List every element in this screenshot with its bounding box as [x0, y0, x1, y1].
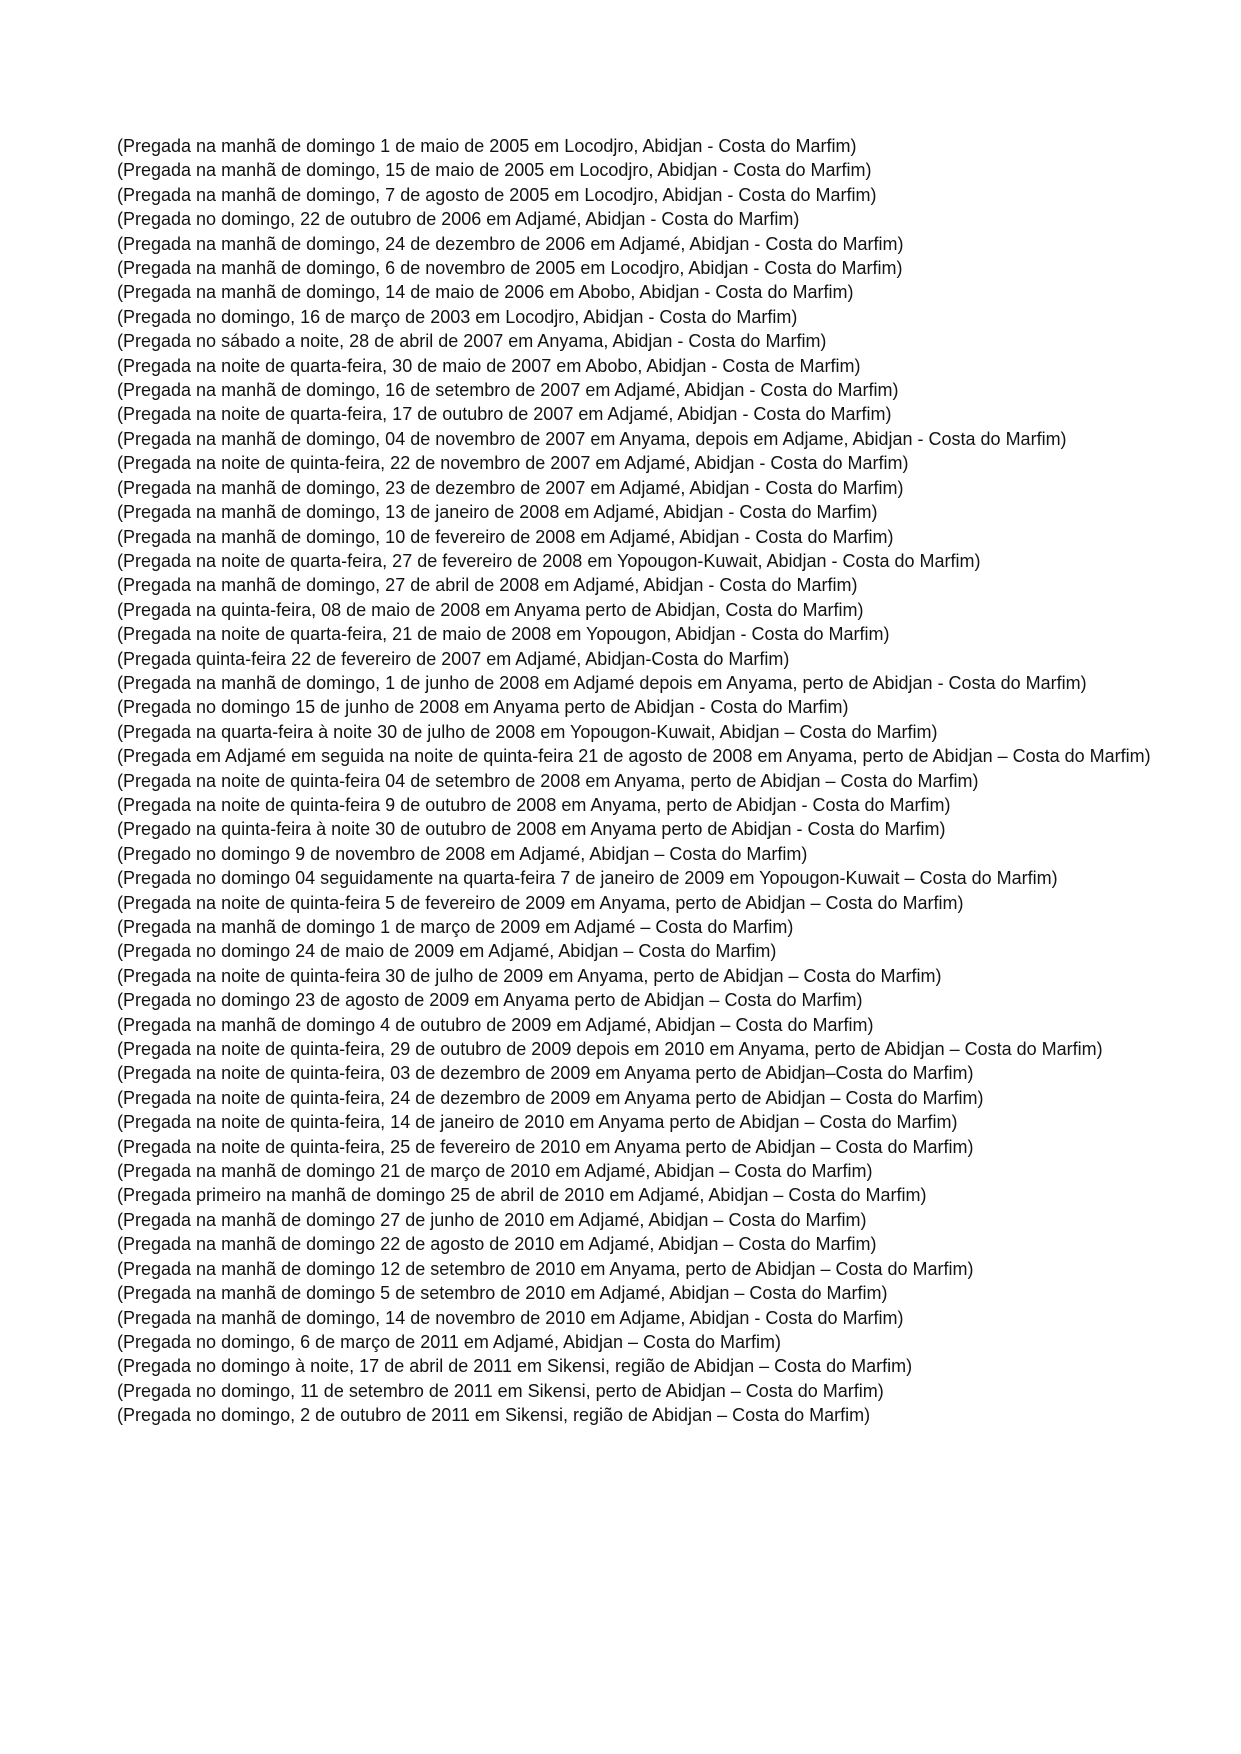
document-line: (Pregada na manhã de domingo 22 de agosto de 2010 em Adjamé, Abidjan – Costa do Marfim)	[117, 1234, 877, 1255]
document-line: (Pregada na noite de quinta-feira, 03 de dezembro de 2009 em Anyama perto de Abidjan–Costa do Marfim)	[117, 1063, 974, 1084]
document-line: (Pregada na noite de quarta-feira, 17 de outubro de 2007 em Adjamé, Abidjan - Costa do Marfim)	[117, 404, 892, 425]
document-line: (Pregada na noite de quinta-feira 04 de setembro de 2008 em Anyama, perto de Abidjan – Costa do Marfim)	[117, 770, 979, 791]
document-line: (Pregada na noite de quarta-feira, 21 de maio de 2008 em Yopougon, Abidjan - Costa do Marfim)	[117, 624, 890, 645]
document-line: (Pregada na manhã de domingo, 24 de dezembro de 2006 em Adjamé, Abidjan - Costa do Marfim)	[117, 233, 904, 254]
document-line: (Pregada na manhã de domingo, 1 de junho de 2008 em Adjamé depois em Anyama, perto de Abidjan - Costa do Marfim)	[117, 672, 1087, 693]
document-line: (Pregada na manhã de domingo, 15 de maio de 2005 em Locodjro, Abidjan - Costa do Marfim)	[117, 160, 872, 181]
document-line: (Pregada na manhã de domingo 1 de março de 2009 em Adjamé – Costa do Marfim)	[117, 917, 794, 937]
document-line: (Pregada no domingo, 11 de setembro de 2011 em Sikensi, perto de Abidjan – Costa do Marfim)	[117, 1380, 884, 1401]
document-line: (Pregada no domingo, 6 de março de 2011 em Adjamé, Abidjan – Costa do Marfim)	[117, 1331, 782, 1352]
document-line: (Pregada na manhã de domingo, 16 de setembro de 2007 em Adjamé, Abidjan - Costa do Marfim)	[117, 380, 899, 401]
document-line: (Pregada na manhã de domingo, 04 de novembro de 2007 em Anyama, depois em Adjame, Abidjan - Costa do Marfim)	[117, 428, 1067, 449]
document-line: (Pregada na manhã de domingo 1 de maio de 2005 em Locodjro, Abidjan - Costa do Marfim)	[117, 136, 857, 156]
document-line: (Pregada no domingo 24 de maio de 2009 em Adjamé, Abidjan – Costa do Marfim)	[117, 941, 777, 962]
document-line: (Pregada na manhã de domingo, 27 de abril de 2008 em Adjamé, Abidjan - Costa do Marfim)	[117, 575, 858, 596]
document-line: (Pregada na noite de quinta-feira 9 de outubro de 2008 em Anyama, perto de Abidjan - Costa do Marfim)	[117, 794, 951, 815]
document-line: (Pregada no sábado a noite, 28 de abril de 2007 em Anyama, Abidjan - Costa do Marfim)	[117, 331, 827, 352]
document-line: (Pregada na manhã de domingo 27 de junho de 2010 em Adjamé, Abidjan – Costa do Marfim)	[117, 1209, 867, 1230]
document-line: (Pregada na noite de quinta-feira, 14 de janeiro de 2010 em Anyama perto de Abidjan – Costa do Marfim)	[117, 1112, 958, 1133]
document-line: (Pregada na noite de quarta-feira, 27 de fevereiro de 2008 em Yopougon-Kuwait, Abidjan - Costa do Marfim)	[117, 550, 981, 571]
document-line: (Pregada na noite de quinta-feira, 22 de novembro de 2007 em Adjamé, Abidjan - Costa do Marfim)	[117, 453, 909, 474]
document-line: (Pregada na manhã de domingo 12 de setembro de 2010 em Anyama, perto de Abidjan – Costa do Marfim)	[117, 1258, 974, 1279]
document-line: (Pregada no domingo à noite, 17 de abril de 2011 em Sikensi, região de Abidjan – Costa do Marfim)	[117, 1356, 913, 1377]
document-line: (Pregada na noite de quinta-feira, 24 de dezembro de 2009 em Anyama perto de Abidjan – Costa do Marfim)	[117, 1087, 984, 1108]
document-line: (Pregada na noite de quinta-feira, 25 de fevereiro de 2010 em Anyama perto de Abidjan – Costa do Marfim)	[117, 1136, 974, 1157]
document-line: (Pregada no domingo, 2 de outubro de 2011 em Sikensi, região de Abidjan – Costa do Marfim)	[117, 1405, 871, 1426]
document-line: (Pregada na noite de quinta-feira, 29 de outubro de 2009 depois em 2010 em Anyama, perto de Abidjan – Costa do Marfim)	[117, 1039, 1103, 1060]
document-line: (Pregada no domingo, 22 de outubro de 2006 em Adjamé, Abidjan - Costa do Marfim)	[117, 209, 800, 230]
document-line: (Pregada quinta-feira 22 de fevereiro de 2007 em Adjamé, Abidjan-Costa do Marfim)	[117, 648, 790, 669]
document-line: (Pregada na quarta-feira à noite 30 de julho de 2008 em Yopougon-Kuwait, Abidjan – Costa do Marfim)	[117, 721, 938, 742]
document-line: (Pregada na manhã de domingo, 23 de dezembro de 2007 em Adjamé, Abidjan - Costa do Marfim)	[117, 477, 904, 498]
document-line: (Pregada na noite de quinta-feira 30 de julho de 2009 em Anyama, perto de Abidjan – Costa do Marfim)	[117, 965, 942, 986]
document-line: (Pregada na manhã de domingo 21 de março de 2010 em Adjamé, Abidjan – Costa do Marfim)	[117, 1161, 873, 1182]
document-line: (Pregada na manhã de domingo, 13 de janeiro de 2008 em Adjamé, Abidjan - Costa do Marfim)	[117, 502, 878, 523]
document-line: (Pregado no domingo 9 de novembro de 2008 em Adjamé, Abidjan – Costa do Marfim)	[117, 843, 808, 864]
document-line: (Pregada na manhã de domingo, 14 de maio de 2006 em Abobo, Abidjan - Costa do Marfim)	[117, 282, 854, 303]
document-line: (Pregada na noite de quinta-feira 5 de fevereiro de 2009 em Anyama, perto de Abidjan – Costa do Marfim)	[117, 892, 964, 913]
document-line: (Pregada no domingo 23 de agosto de 2009 em Anyama perto de Abidjan – Costa do Marfim)	[117, 990, 863, 1011]
document-line: (Pregado na quinta-feira à noite 30 de outubro de 2008 em Anyama perto de Abidjan - Costa do Marfim)	[117, 819, 946, 840]
document-line: (Pregada na noite de quarta-feira, 30 de maio de 2007 em Abobo, Abidjan - Costa de Marfim)	[117, 355, 861, 376]
document-line: (Pregada no domingo 15 de junho de 2008 em Anyama perto de Abidjan - Costa do Marfim)	[117, 697, 849, 718]
document-line: (Pregada na manhã de domingo 5 de setembro de 2010 em Adjamé, Abidjan – Costa do Marfim)	[117, 1283, 888, 1304]
document-line: (Pregada na quinta-feira, 08 de maio de 2008 em Anyama perto de Abidjan, Costa do Marfim)	[117, 599, 864, 620]
document-line: (Pregada no domingo 04 seguidamente na quarta-feira 7 de janeiro de 2009 em Yopougon-Kuwait – Costa do Marfim)	[117, 868, 1058, 889]
document-line: (Pregada no domingo, 16 de março de 2003 em Locodjro, Abidjan - Costa do Marfim)	[117, 306, 798, 327]
document-line: (Pregada na manhã de domingo, 10 de fevereiro de 2008 em Adjamé, Abidjan - Costa do Marfim)	[117, 526, 894, 547]
document-line: (Pregada em Adjamé em seguida na noite de quinta-feira 21 de agosto de 2008 em Anyama, perto de Abidjan – Costa do Marfim)	[117, 746, 1151, 767]
document-line: (Pregada na manhã de domingo, 7 de agosto de 2005 em Locodjro, Abidjan - Costa do Marfim)	[117, 184, 877, 205]
document-line: (Pregada na manhã de domingo, 14 de novembro de 2010 em Adjame, Abidjan - Costa do Marfim)	[117, 1307, 904, 1328]
document-line: (Pregada na manhã de domingo 4 de outubro de 2009 em Adjamé, Abidjan – Costa do Marfim)	[117, 1014, 874, 1035]
text-block	[117, 134, 1241, 1428]
document-line: (Pregada na manhã de domingo, 6 de novembro de 2005 em Locodjro, Abidjan - Costa do Marfim)	[117, 258, 903, 279]
document-line: (Pregada primeiro na manhã de domingo 25 de abril de 2010 em Adjamé, Abidjan – Costa do Marfim)	[117, 1185, 927, 1206]
